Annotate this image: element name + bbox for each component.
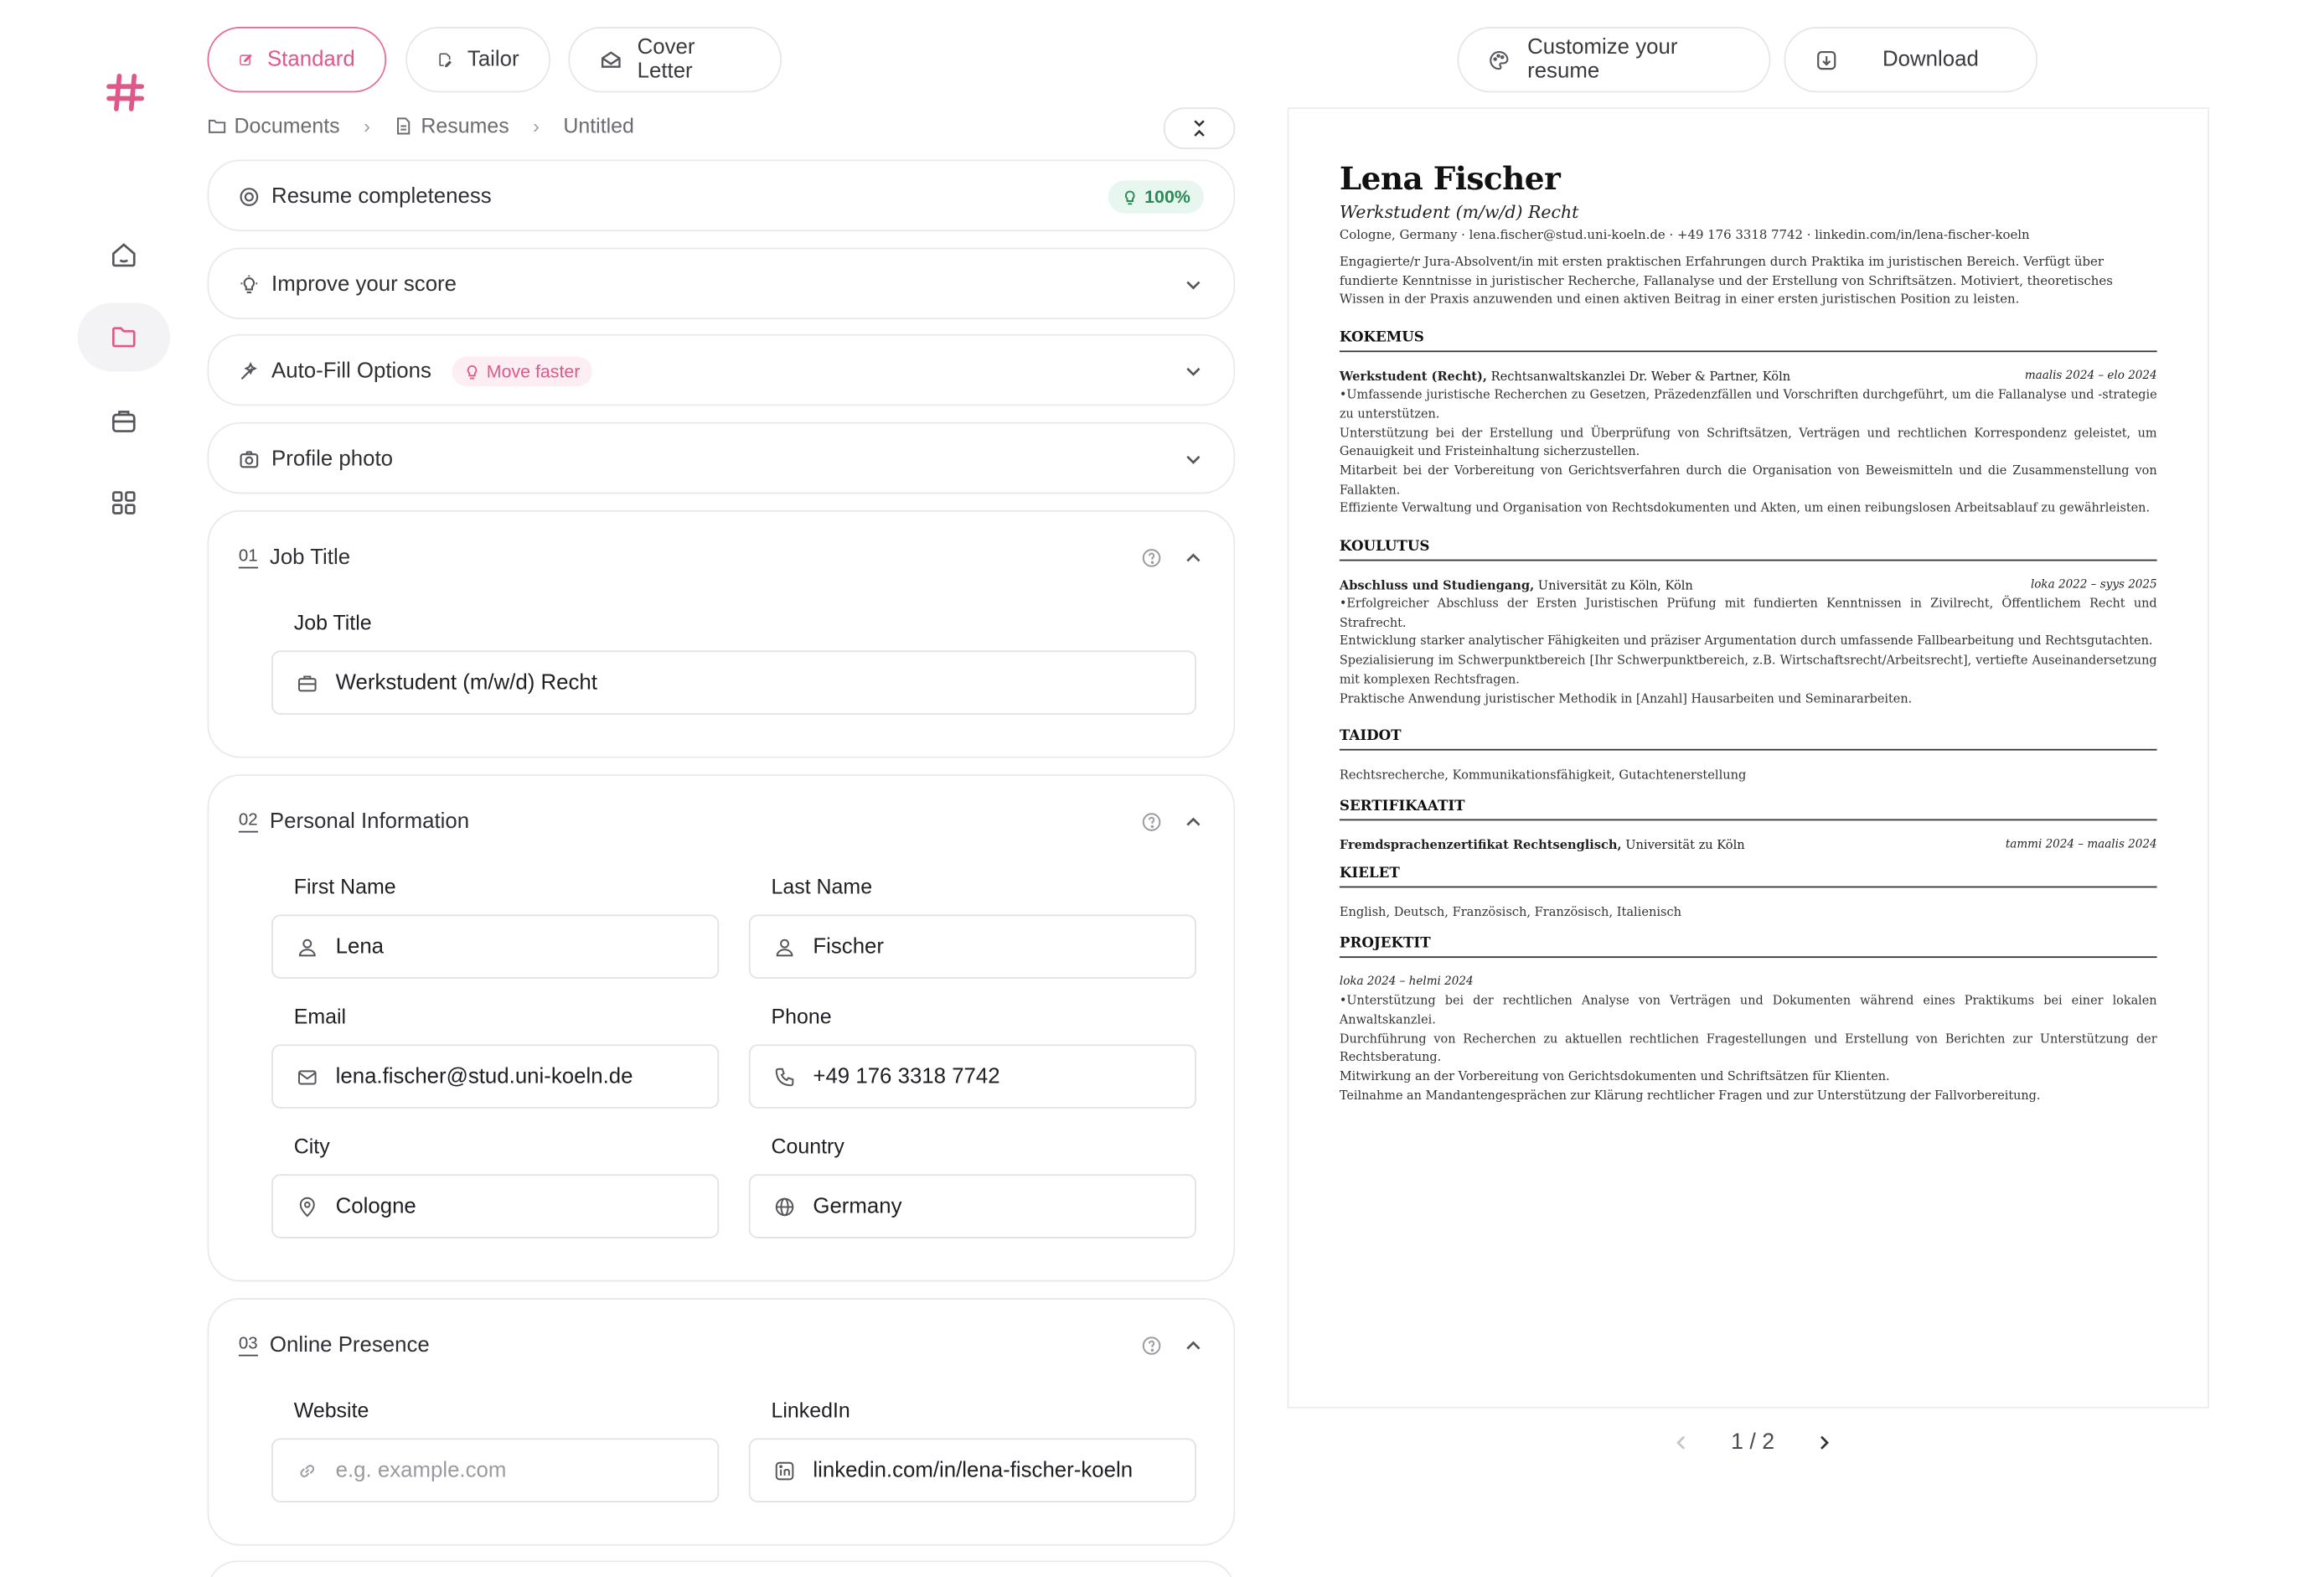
resume-experience-heading: KOKEMUS (1340, 330, 2157, 353)
link-icon (297, 1460, 318, 1481)
tab-cover-letter[interactable] (568, 27, 782, 92)
certificate-entry: Fremdsprachenzertifikat Rechtsenglisch, Universität zu Köln tammi 2024 – maalis 2024 (1339, 837, 2157, 853)
resume-title: Werkstudent (m/w/d) Recht (1339, 201, 1579, 223)
resume-skills: Rechtsrecherche, Kommunikationsfähigkeit, Gutachtenerstellung (1339, 767, 1747, 783)
city-input[interactable]: Cologne (271, 1174, 719, 1238)
palette-icon (1489, 49, 1510, 71)
globe-icon (774, 1196, 795, 1217)
resume-certificates-heading: SERTIFIKAATIT (1340, 799, 2157, 821)
experience-entry-header: Werkstudent (Recht), Rechtsanwaltskanzlei Dr. Weber & Partner, Köln maalis 2024 – elo 2024 (1339, 368, 2157, 384)
linkedin-label: LinkedIn (771, 1398, 850, 1422)
user-icon (774, 936, 795, 957)
tab-label: Cover Letter (637, 35, 695, 84)
tab-tailor[interactable] (405, 27, 550, 92)
envelope-open-icon (600, 48, 622, 71)
resume-completeness-panel (207, 160, 1235, 231)
chevron-down-icon (1183, 361, 1204, 382)
lightbulb-icon (239, 275, 260, 296)
bulb-icon (1122, 189, 1139, 205)
linkedin-input[interactable]: linkedin.com/in/lena-fischer-koeln (749, 1438, 1196, 1502)
project-entry-header: loka 2024 – helmi 2024 (1339, 975, 1474, 989)
resume-education-heading: KOULUTUS (1340, 539, 2157, 561)
chevron-up-icon[interactable] (1183, 547, 1204, 568)
resume-name: Lena Fischer (1339, 159, 1561, 198)
first-name-input[interactable]: Lena (271, 914, 719, 979)
tab-standard[interactable] (207, 27, 386, 92)
help-icon[interactable] (1141, 1336, 1162, 1357)
phone-label: Phone (771, 1004, 832, 1028)
chevron-down-icon (1183, 275, 1204, 296)
camera-icon (239, 449, 260, 470)
resume-skills-heading: TAIDOT (1340, 728, 2157, 751)
job-title-section (207, 510, 1235, 758)
autofill-panel[interactable]: Auto-Fill Options Move faster (207, 334, 1235, 406)
section-header[interactable] (209, 512, 1233, 604)
section-header[interactable] (209, 1300, 1233, 1392)
move-faster-badge: Move faster (452, 357, 592, 387)
download-icon (1815, 49, 1838, 71)
experience-bullets: •Umfassende juristische Recherchen zu Gesetzen, Präzedenzfällen und Vorschriften durchgeführt, um die Fallanalyse und -strategie zu unterstützen. Unterstützung bei der Erstellung und Überprüfung von Schriftsätzen, Verträgen und rechtlichen Korrespondenz geleistet, um Genauigkeit und Fristeinhaltung sicherzustellen. Mitarbeit bei der Vorbereitung von Gerichtsverfahren durch die Organisation von Beweismitteln und die Zusammenstellung von Fallakten. Effiziente Verwaltung und Organisation von Rechtsdokumenten und Akten, um einen reibungslosen Arbeitsablauf zu gewährleisten. (1339, 386, 2157, 515)
section-number: 03 (239, 1336, 258, 1357)
online-presence-section (207, 1298, 1235, 1546)
bulb-icon (464, 364, 481, 380)
user-icon (297, 936, 318, 957)
next-section-peek (207, 1560, 1235, 1577)
customize-resume-button[interactable]: Customize your resume (1458, 27, 1771, 92)
briefcase-icon (297, 672, 318, 693)
website-label: Website (293, 1398, 369, 1422)
email-label: Email (293, 1004, 347, 1028)
resume-preview (1288, 107, 2209, 1409)
chevron-right-icon: › (364, 114, 370, 137)
edit-icon (239, 48, 252, 71)
project-bullets: •Unterstützung bei der rechtlichen Analyse von Verträgen und Dokumenten während eines Praktikums bei einer lokalen Anwaltskanzlei. Durchführung von Recherchen zu aktuellen rechtlichen Fragestellungen und Erstellung von Berichten zur Unterstützung der Rechtsberatung. Mitwirkung an der Vorbereitung von Gerichtsdokumenten und Schriftsätzen für Klienten. Teilnahme an Mandantengesprächen zur Klärung rechtlicher Fragen und zur Unterstützung der Fallvorbereitung. (1339, 992, 2157, 1103)
page-indicator: 1 / 2 (1731, 1429, 1775, 1455)
education-entry-header: Abschluss und Studiengang, Universität zu Köln, Köln loka 2022 – syys 2025 (1339, 577, 2157, 592)
collapse-icon (1189, 118, 1210, 139)
last-name-input[interactable]: Fischer (749, 914, 1196, 979)
breadcrumb-documents[interactable]: Documents (207, 113, 339, 137)
grid-icon (109, 488, 139, 518)
section-number: 01 (239, 547, 258, 568)
chevron-down-icon (1183, 449, 1204, 470)
folder-icon (109, 323, 139, 353)
sidebar-item-documents[interactable] (78, 302, 170, 371)
sidebar-item-home[interactable] (78, 221, 170, 290)
resume-languages: English, Deutsch, Französisch, Französisch, Italienisch (1339, 904, 1682, 920)
home-icon (109, 240, 139, 271)
website-input[interactable]: e.g. example.com (271, 1438, 719, 1502)
country-label: Country (771, 1134, 844, 1158)
page-navigation (1671, 1430, 1835, 1455)
tab-label: Standard (266, 47, 355, 72)
section-title: Online Presence (269, 1333, 430, 1358)
section-number: 02 (239, 812, 258, 833)
wand-icon (239, 361, 260, 382)
phone-input[interactable]: +49 176 3318 7742 (749, 1044, 1196, 1109)
section-title: Job Title (269, 545, 351, 571)
file-icon (394, 116, 413, 135)
resume-projects-heading: PROJEKTIT (1340, 936, 2157, 959)
chevron-up-icon[interactable] (1183, 1336, 1204, 1357)
breadcrumb (207, 113, 633, 137)
document-edit-icon (437, 48, 452, 71)
completeness-score-badge: 100% (1108, 180, 1203, 213)
chevron-up-icon[interactable] (1183, 812, 1204, 833)
section-title: Personal Information (269, 809, 470, 835)
sidebar-item-jobs[interactable] (78, 386, 170, 455)
chevron-right-icon[interactable] (1814, 1431, 1835, 1452)
sidebar (0, 0, 209, 1577)
chevron-left-icon[interactable] (1671, 1431, 1691, 1452)
help-icon[interactable] (1141, 812, 1162, 833)
last-name-label: Last Name (771, 874, 873, 898)
sidebar-item-apps[interactable] (78, 468, 170, 537)
first-name-label: First Name (293, 874, 396, 898)
breadcrumb-current: Untitled (563, 113, 634, 137)
help-icon[interactable] (1141, 547, 1162, 568)
folder-icon (207, 116, 226, 135)
chevron-right-icon: › (533, 114, 540, 137)
section-header[interactable] (209, 776, 1233, 868)
hash-logo-icon[interactable] (105, 71, 147, 113)
phone-icon (774, 1066, 795, 1087)
city-label: City (293, 1134, 330, 1158)
completeness-label: Resume completeness (271, 184, 492, 209)
mail-icon (297, 1066, 318, 1087)
improve-score-panel[interactable]: Improve your score (207, 248, 1235, 319)
resume-languages-heading: KIELET (1340, 866, 2157, 888)
resume-summary: Engagierte/r Jura-Absolvent/in mit ersten praktischen Erfahrungen durch Praktika im juristischen Bereich. Verfügt über fundierte Kenntnisse in juristischer Recherche, Fallanalyse und der Erstellung von Schriftsätzen. Motiviert, theoretisches Wissen in der Praxis anzuwenden und einen aktiven Beitrag in einer ersten juristischen Position zu leisten. (1339, 253, 2113, 307)
target-icon (239, 187, 260, 208)
email-input[interactable]: lena.fischer@stud.uni-koeln.de (271, 1044, 719, 1109)
resume-contact: Cologne, Germany · lena.fischer@stud.uni-koeln.de · +49 176 3318 7742 · linkedin.com/in/lena-fischer-koeln (1339, 226, 2030, 242)
collapse-all-button[interactable] (1164, 107, 1235, 149)
job-title-label: Job Title (293, 610, 372, 634)
linkedin-icon (774, 1460, 795, 1481)
profile-photo-panel[interactable]: Profile photo (207, 422, 1235, 494)
briefcase-icon (109, 406, 139, 436)
breadcrumb-resumes[interactable]: Resumes (394, 113, 509, 137)
personal-info-section (207, 774, 1235, 1281)
map-pin-icon (297, 1196, 318, 1217)
country-input[interactable]: Germany (749, 1174, 1196, 1238)
tab-label: Tailor (467, 47, 519, 72)
download-button[interactable]: Download (1784, 27, 2037, 92)
education-bullets: •Erfolgreicher Abschluss der Ersten Juristischen Prüfung mit fundierten Kenntnissen in Zivilrecht, Öffentlichem Recht und Strafrecht. Entwicklung starker analytischer Fähigkeiten und präziser Argumentation durch umfassende Fallbearbeitung und Rechtsgutachten. Spezialisierung im Schwerpunktbereich [Ihr Schwerpunktbereich, z.B. Wirtschaftsrecht/Arbeitsrecht], vertiefte Auseinandersetzung mit komplexen Rechtsfragen. Praktische Anwendung juristischer Methodik in [Anzahl] Hausarbeiten und Seminararbeiten. (1339, 595, 2157, 706)
job-title-input[interactable]: Werkstudent (m/w/d) Recht (271, 650, 1196, 715)
